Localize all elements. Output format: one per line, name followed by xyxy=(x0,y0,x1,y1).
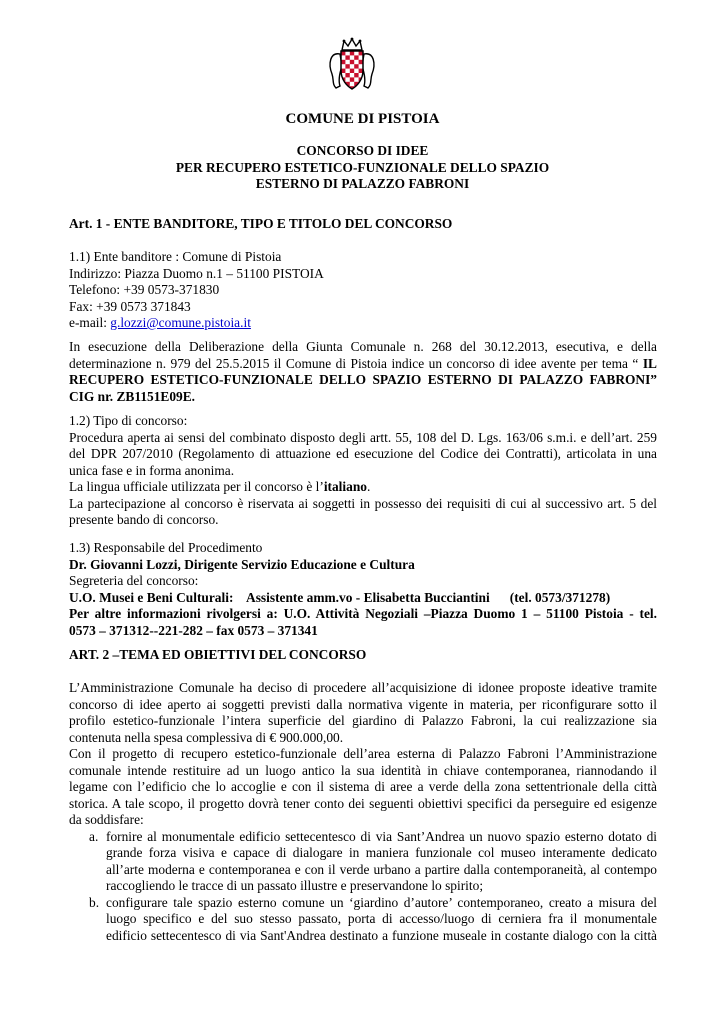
art2-heading: ART. 2 –TEMA ED OBIETTIVI DEL CONCORSO xyxy=(69,647,367,662)
email-line xyxy=(69,315,657,332)
contest-type-section xyxy=(69,413,657,529)
contest-type-heading: 1.2) Tipo di concorso: xyxy=(69,413,188,428)
paragraph-line: presente bando di concorso. xyxy=(69,512,219,527)
email-link[interactable]: g.lozzi@comune.pistoia.it xyxy=(110,315,251,330)
coat-of-arms-icon xyxy=(326,36,378,94)
paragraph-line: storica. A tale scopo, il progetto dovrà tener conto dei seguenti obiettivi specifici da perseguire ed esigenze xyxy=(69,795,657,811)
contest-title-line: CONCORSO DI IDEE xyxy=(296,143,429,158)
paragraph-line: concorso di idee aperto ai soggetti previsti dalla normativa vigente in materia, per riconfigurare sotto il xyxy=(69,696,657,712)
art1-heading: Art. 1 - ENTE BANDITORE, TIPO E TITOLO DEL CONCORSO xyxy=(69,216,453,231)
paragraph-line: profilo estetico-funzionale l’intera superficie del giardino di Palazzo Fabroni, la cui realizzazione sia xyxy=(69,713,657,728)
responsible-name: Dr. Giovanni Lozzi, Dirigente Servizio Educazione e Cultura xyxy=(69,556,415,572)
other-info-line: Per altre informazioni rivolgersi a: U.O. Attività Negoziali –Piazza Duomo 1 – 51100 Pistoia - tel. xyxy=(69,606,657,621)
art2-body xyxy=(69,680,657,944)
paragraph-line: comunale intende restituire ad un luogo antico la sua identità in chiave contemporanea, riannodando il xyxy=(69,762,657,778)
list-item-line: grande forza visiva e capace di dialogare in maniera funzionale col museo interamente dedicato xyxy=(106,845,657,860)
list-item-line: luogo specifico e del suo stesso passato, porta di accesso/luogo di cerniera fra il monumentale xyxy=(106,911,657,926)
language-suffix: . xyxy=(366,479,371,494)
paragraph-line: contenuta nella spesa complessiva di € 900.000,00. xyxy=(69,729,344,745)
paragraph-text: determinazione n. 979 del 25.5.2015 il Comune di Pistoia indice un concorso di idee avente per tema “ xyxy=(69,355,639,371)
list-item xyxy=(69,829,657,895)
list-item-line: all’arte moderna e contemporanea e con il verde urbano a partire dalla contemporaneità, al contempo xyxy=(106,861,657,877)
contest-title xyxy=(0,143,725,193)
cig-code: CIG nr. ZB1151E09E. xyxy=(69,388,196,404)
contest-theme-bold: IL xyxy=(642,355,657,371)
ente-line: 1.1) Ente banditore : Comune di Pistoia xyxy=(69,249,282,264)
paragraph-line: Con il progetto di recupero estetico-funzionale dell’area esterna di Palazzo Fabroni l’Amministrazione xyxy=(69,746,657,761)
responsible-section xyxy=(69,540,657,639)
paragraph-line: In esecuzione della Deliberazione della Giunta Comunale n. 268 del 30.12.2013, esecutiva, e della xyxy=(69,339,657,354)
list-item xyxy=(69,895,657,945)
list-marker: b. xyxy=(89,894,100,910)
contest-title-line: PER RECUPERO ESTETICO-FUNZIONALE DELLO SPAZIO xyxy=(175,159,550,175)
contest-theme-bold-line: RECUPERO ESTETICO-FUNZIONALE DELLO SPAZIO ESTERNO DI PALAZZO FABRONI” xyxy=(69,372,657,387)
fax-line: Fax: +39 0573 371843 xyxy=(69,298,191,314)
paragraph-line: Procedura aperta ai sensi del combinato disposto degli artt. 55, 108 del D. Lgs. 163/06 s.m.i. e dell’art. 259 xyxy=(69,429,657,445)
language-line xyxy=(69,479,657,496)
list-item-line: fornire al monumentale edificio settecentesco di via Sant’Andrea un nuovo spazio esterno dotato di xyxy=(106,828,657,844)
secretariat-label: Segreteria del concorso: xyxy=(69,573,199,588)
paragraph-line: da soddisfare: xyxy=(69,812,144,827)
list-item-line: configurare tale spazio esterno comune un ‘giardino d’autore’ contemporaneo, creato a misura del xyxy=(106,894,657,910)
language-bold: italiano xyxy=(323,479,367,494)
other-info-line: 0573 – 371312--221-282 – fax 0573 – 371341 xyxy=(69,622,318,638)
secretariat-contact: U.O. Musei e Beni Culturali: Assistente amm.vo - Elisabetta Bucciantini (tel. 0573/371278) xyxy=(69,589,611,605)
responsible-heading: 1.3) Responsabile del Procedimento xyxy=(69,540,263,555)
ente-contacts xyxy=(69,249,657,332)
municipality-title: COMUNE DI PISTOIA xyxy=(285,111,440,127)
list-item-line: edificio settecentesco di via Sant'Andrea destinato a funzione museale in costante dialogo con la città xyxy=(106,927,657,943)
list-item-line: raccogliendo le tracce di un passato illustre e preservandone lo spirito; xyxy=(106,878,484,893)
deliberation-paragraph xyxy=(69,339,657,405)
address-line: Indirizzo: Piazza Duomo n.1 – 51100 PISTOIA xyxy=(69,265,324,281)
contest-title-line: ESTERNO DI PALAZZO FABRONI xyxy=(255,176,470,191)
paragraph-line: La partecipazione al concorso è riservata ai soggetti in possesso dei requisiti di cui al successivo art. 5 del xyxy=(69,495,657,511)
paragraph-line xyxy=(69,356,657,373)
list-marker: a. xyxy=(89,828,99,844)
paragraph-line: unica fase e in forma anonima. xyxy=(69,462,235,478)
email-label: e-mail: xyxy=(69,315,111,330)
paragraph-line: del DPR 207/2010 (Regolamento di attuazione ed esecuzione del Codice dei Contratti), articolata in una xyxy=(69,446,657,461)
phone-line: Telefono: +39 0573-371830 xyxy=(69,282,220,297)
paragraph-line: legame con l’edificio che lo accoglie e con il sistema di aree a verde della zona settentrionale della città xyxy=(69,779,657,794)
language-text: La lingua ufficiale utilizzata per il concorso è l’ xyxy=(69,479,324,494)
paragraph-line: L’Amministrazione Comunale ha deciso di procedere all’acquisizione di idonee proposte ideative tramite xyxy=(69,680,657,695)
